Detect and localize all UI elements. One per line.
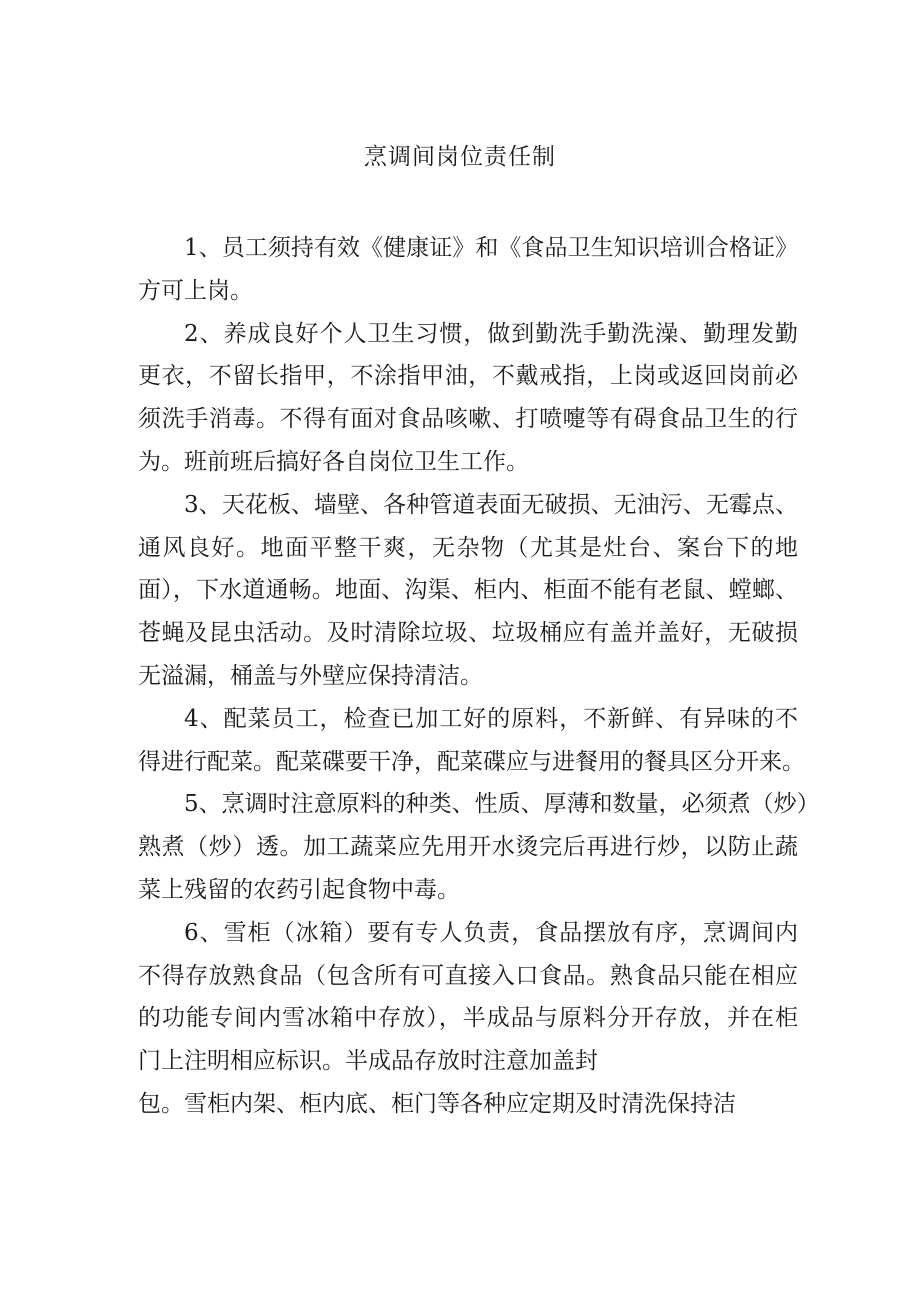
paragraph-line: 苍蝇及昆虫活动。及时清除垃圾、垃圾桶应有盖并盖好，无破损 <box>138 620 798 647</box>
paragraph-line: 面），下水道通畅。地面、沟渠、柜内、柜面不能有老鼠、螳螂、 <box>138 577 798 604</box>
paragraph-line: 得进行配菜。配菜碟要干净，配菜碟应与进餐用的餐具区分开来。 <box>138 748 805 775</box>
paragraph-line: 5、烹调时注意原料的种类、性质、厚薄和数量，必须煮（炒） <box>184 791 820 818</box>
document-body <box>138 227 820 1126</box>
paragraph-line: 菜上残留的农药引起食物中毒。 <box>138 876 460 903</box>
paragraph-1 <box>138 227 798 313</box>
paragraph-line: 1、员工须持有效《健康证》和《食品卫生知识培训合格证》 <box>184 235 798 261</box>
paragraph-line: 通风良好。地面平整干爽，无杂物（尤其是灶台、案台下的地 <box>138 534 798 561</box>
paragraph-line: 更衣，不留长指甲，不涂指甲油，不戴戒指，上岗或返回岗前必 <box>138 363 798 390</box>
document-title: 烹调间岗位责任制 <box>364 144 556 170</box>
paragraph-line: 门上注明相应标识。半成品存放时注意加盖封 <box>138 1048 598 1075</box>
paragraph-4 <box>138 698 805 784</box>
paragraph-line: 包。雪柜内架、柜内底、柜门等各种应定期及时清洗保持洁 <box>138 1090 736 1117</box>
paragraph-line: 无溢漏，桶盖与外壁应保持清洁。 <box>138 662 483 689</box>
paragraph-line: 熟煮（炒）透。加工蔬菜应先用开水烫完后再进行炒，以防止蔬 <box>138 834 798 861</box>
paragraph-6 <box>138 912 798 1126</box>
paragraph-line: 为。班前班后搞好各自岗位卫生工作。 <box>138 448 529 475</box>
paragraph-line: 2、养成良好个人卫生习惯，做到勤洗手勤洗澡、勤理发勤 <box>184 320 798 347</box>
paragraph-2 <box>138 313 798 484</box>
paragraph-line: 4、配菜员工，检查已加工好的原料，不新鲜、有异味的不 <box>184 705 798 732</box>
paragraph-line: 3、天花板、墙壁、各种管道表面无破损、无油污、无霉点、 <box>184 491 798 518</box>
paragraph-5 <box>138 783 820 911</box>
paragraph-line: 的功能专间内雪冰箱中存放），半成品与原料分开存放，并在柜 <box>138 1005 798 1032</box>
paragraph-line: 方可上岗。 <box>138 277 253 304</box>
paragraph-line: 须洗手消毒。不得有面对食品咳嗽、打喷嚏等有碍食品卫生的行 <box>138 406 798 433</box>
paragraph-line: 不得存放熟食品（包含所有可直接入口食品。熟食品只能在相应 <box>138 962 798 989</box>
paragraph-3 <box>138 484 798 698</box>
paragraph-line: 6、雪柜（冰箱）要有专人负责，食品摆放有序，烹调间内 <box>184 919 798 946</box>
